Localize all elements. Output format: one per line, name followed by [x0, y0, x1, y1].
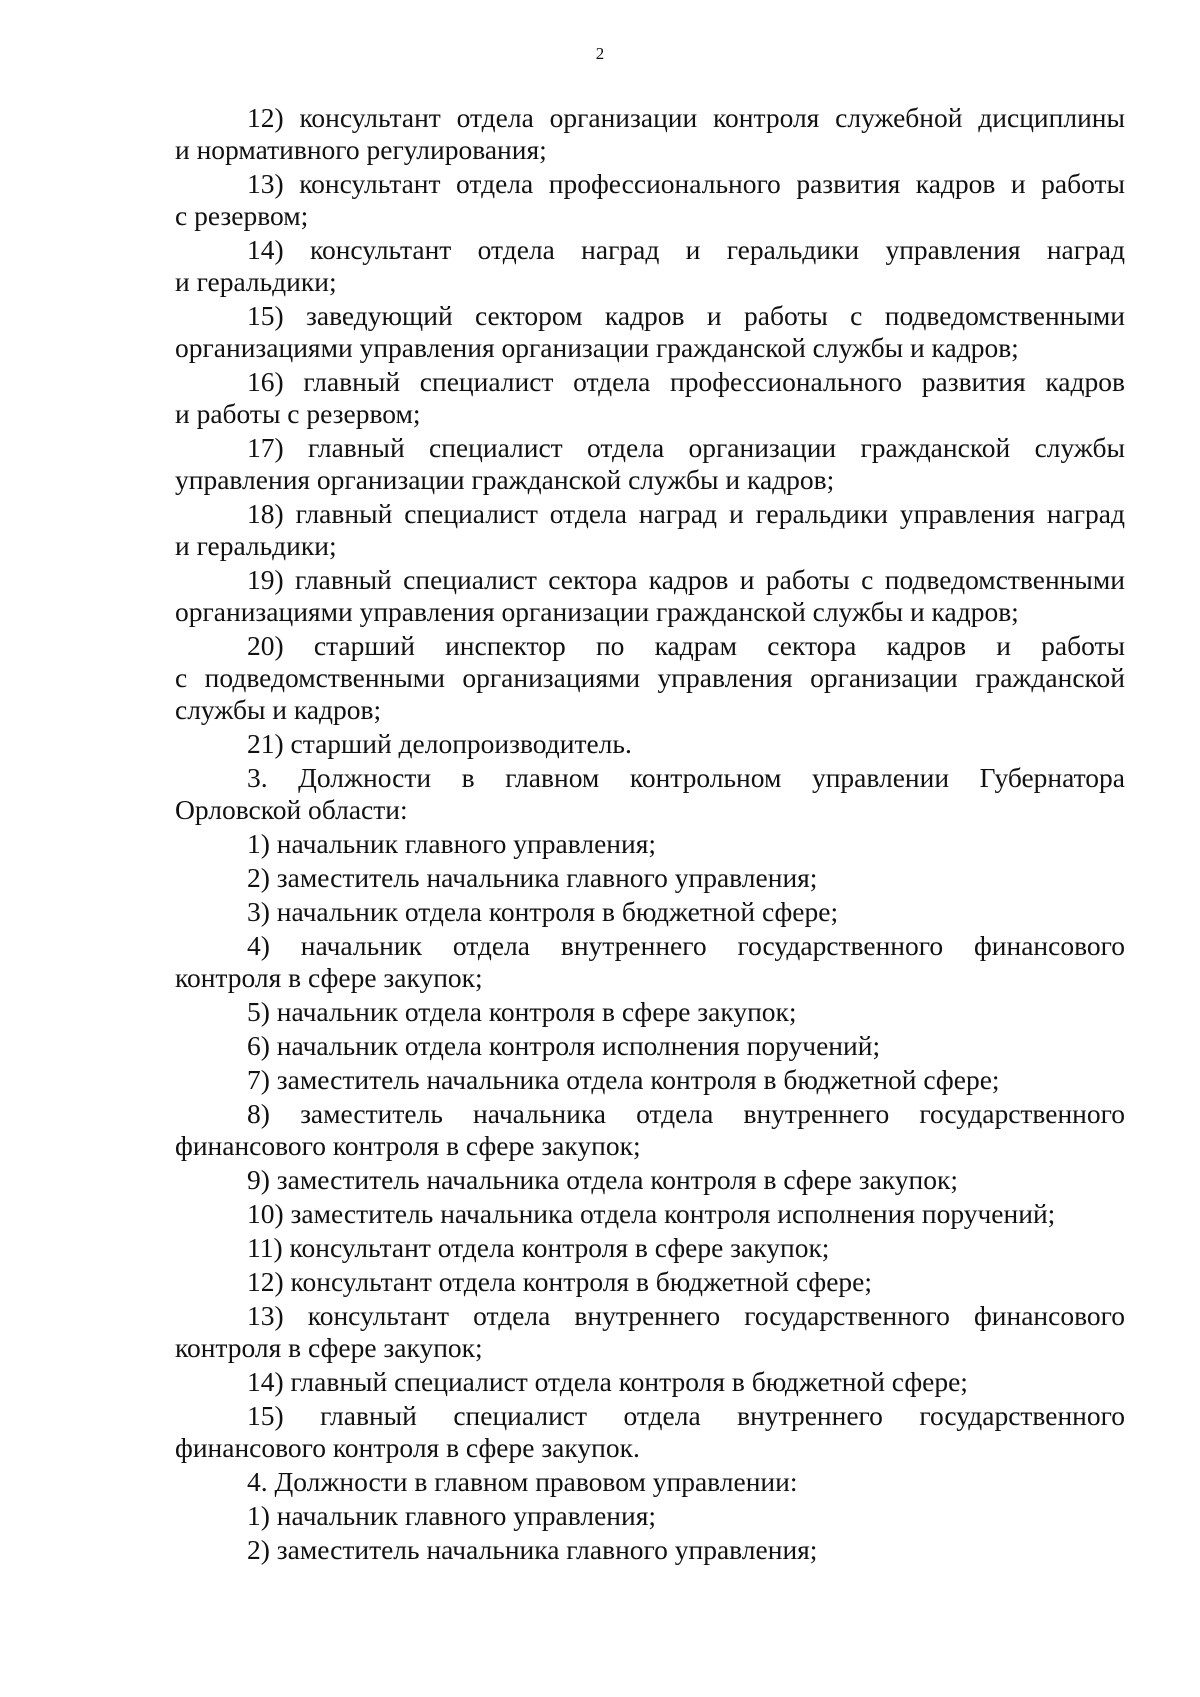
list-item: 10) заместитель начальника отдела контроля исполнения поручений;: [247, 1198, 1056, 1229]
list-item: 4) начальник отдела внутреннего государственного финансового: [247, 930, 1125, 961]
list-item-continuation: и работы с резервом;: [175, 398, 421, 429]
list-item-continuation: и геральдики;: [175, 266, 337, 297]
list-item: 6) начальник отдела контроля исполнения поручений;: [247, 1030, 881, 1061]
list-item: 15) заведующий сектором кадров и работы с подведомственными: [247, 300, 1125, 331]
list-item: 12) консультант отдела организации контроля служебной дисциплины: [247, 102, 1125, 133]
list-item: 17) главный специалист отдела организации гражданской службы: [247, 432, 1125, 463]
list-item: 13) консультант отдела профессионального развития кадров и работы: [247, 168, 1125, 199]
list-item: 20) старший инспектор по кадрам сектора кадров и работы: [247, 630, 1125, 661]
list-item-continuation: с подведомственными организациями управления организации гражданской: [175, 662, 1125, 693]
list-item-continuation: контроля в сфере закупок;: [175, 962, 483, 993]
list-item: 2) заместитель начальника главного управления;: [247, 1534, 818, 1565]
list-item: 7) заместитель начальника отдела контроля в бюджетной сфере;: [247, 1064, 1000, 1095]
section-heading: Орловской области:: [175, 794, 408, 825]
list-item: 14) главный специалист отдела контроля в бюджетной сфере;: [247, 1366, 968, 1397]
list-item: 14) консультант отдела наград и геральдики управления наград: [247, 234, 1125, 265]
list-item: 8) заместитель начальника отдела внутреннего государственного: [247, 1098, 1125, 1129]
list-item: 11) консультант отдела контроля в сфере закупок;: [247, 1232, 830, 1263]
document-body: [175, 100, 1125, 1566]
list-item: 2) заместитель начальника главного управления;: [247, 862, 818, 893]
list-item-continuation: и нормативного регулирования;: [175, 134, 547, 165]
list-item: 3) начальник отдела контроля в бюджетной сфере;: [247, 896, 839, 927]
list-item-continuation: службы и кадров;: [175, 694, 382, 725]
list-item: 1) начальник главного управления;: [247, 1500, 656, 1531]
section-heading: 4. Должности в главном правовом управлении:: [247, 1466, 798, 1497]
list-item: 21) старший делопроизводитель.: [247, 728, 632, 759]
list-item-continuation: организациями управления организации гражданской службы и кадров;: [175, 596, 1019, 627]
list-item-continuation: организациями управления организации гражданской службы и кадров;: [175, 332, 1019, 363]
list-item: 13) консультант отдела внутреннего государственного финансового: [247, 1300, 1125, 1331]
list-item-continuation: контроля в сфере закупок;: [175, 1332, 483, 1363]
page-number: 2: [595, 44, 605, 63]
list-item-continuation: и геральдики;: [175, 530, 337, 561]
list-item-continuation: финансового контроля в сфере закупок;: [175, 1130, 641, 1161]
list-item: 5) начальник отдела контроля в сфере закупок;: [247, 996, 797, 1027]
list-item: 19) главный специалист сектора кадров и работы с подведомственными: [247, 564, 1125, 595]
list-item-continuation: с резервом;: [175, 200, 309, 231]
list-item: 18) главный специалист отдела наград и геральдики управления наград: [247, 498, 1125, 529]
list-item: 12) консультант отдела контроля в бюджетной сфере;: [247, 1266, 873, 1297]
list-item-continuation: финансового контроля в сфере закупок.: [175, 1432, 640, 1463]
list-item: 9) заместитель начальника отдела контроля в сфере закупок;: [247, 1164, 958, 1195]
list-item: 15) главный специалист отдела внутреннего государственного: [247, 1400, 1125, 1431]
list-item: 16) главный специалист отдела профессионального развития кадров: [247, 366, 1125, 397]
section-heading: 3. Должности в главном контрольном управлении Губернатора: [247, 762, 1125, 793]
list-item-continuation: управления организации гражданской службы и кадров;: [175, 464, 835, 495]
list-item: 1) начальник главного управления;: [247, 828, 656, 859]
